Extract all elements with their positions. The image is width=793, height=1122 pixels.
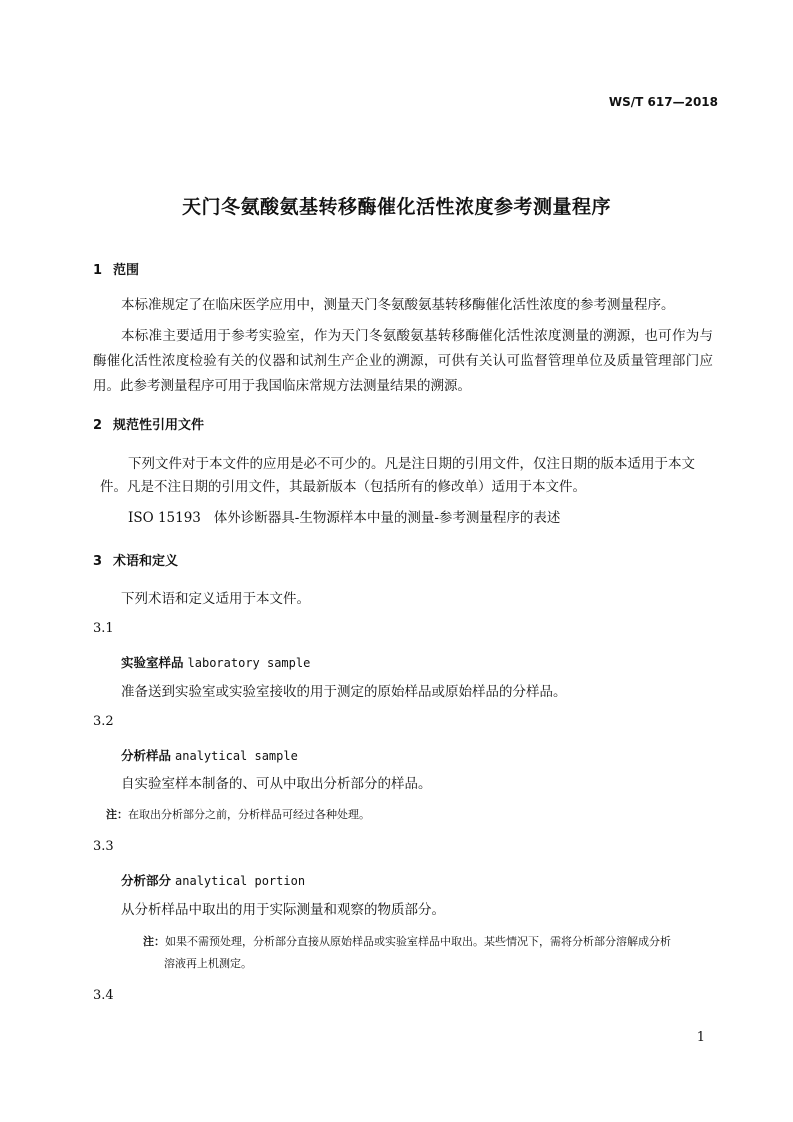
section-title: 规范性引用文件 <box>113 418 205 433</box>
term-entry <box>121 871 305 889</box>
note-text-line-1: 如果不需预处理，分析部分直接从原始样品或实验室样品中取出。某些情况下，需将分析部分溶解成分析 <box>165 935 671 948</box>
clause-number: 3.3 <box>93 839 114 854</box>
document-title: 天门冬氨酸氨基转移酶催化活性浓度参考测量程序 <box>181 196 611 218</box>
section-title: 范围 <box>113 263 140 278</box>
reference-item <box>128 506 560 531</box>
scope-paragraph-2: 本标准主要适用于参考实验室，作为天门冬氨酸氨基转移酶催化活性浓度测量的溯源，也可作为与酶催化活性浓度检验有关的仪器和试剂生产企业的溯源，可供有关认可监督管理单位及质量管理部门应用。此参考测量程序可用于我国临床常规方法测量结果的溯源。 <box>93 328 713 394</box>
refs-paragraph-line-2: 件。凡是不注日期的引用文件，其最新版本（包括所有的修改单）适用于本文件。 <box>100 479 586 495</box>
note-label: 注： <box>106 808 128 821</box>
reference-code: ISO 15193 <box>128 510 201 526</box>
note-text: 在取出分析部分之前，分析样品可经过各种处理。 <box>128 808 370 821</box>
clause-number: 3.2 <box>93 714 114 729</box>
section-number: 1 <box>93 263 103 278</box>
term-definition: 自实验室样本制备的、可从中取出分析部分的样品。 <box>121 776 432 792</box>
reference-title: 体外诊断器具-生物源样本中量的测量-参考测量程序的表述 <box>213 510 561 526</box>
section-title: 术语和定义 <box>113 554 179 569</box>
section-heading-scope <box>93 259 139 278</box>
term-entry <box>121 746 298 764</box>
term-note <box>143 931 671 953</box>
term-english: analytical portion <box>175 874 306 888</box>
section-number: 2 <box>93 418 103 433</box>
note-label: 注： <box>143 935 165 948</box>
term-english: laboratory sample <box>187 656 311 670</box>
section-heading-terms <box>93 550 178 569</box>
term-chinese: 实验室样品 <box>121 655 184 670</box>
clause-number: 3.1 <box>93 621 114 636</box>
term-chinese: 分析部分 <box>121 873 172 888</box>
term-entry <box>121 653 310 671</box>
term-english: analytical sample <box>175 749 298 763</box>
note-text-line-2: 溶液再上机测定。 <box>164 957 252 970</box>
page-number: 1 <box>696 1030 705 1045</box>
standard-code: WS/T 617—2018 <box>608 95 718 109</box>
scope-paragraph-1: 本标准规定了在临床医学应用中，测量天门冬氨酸氨基转移酶催化活性浓度的参考测量程序。 <box>121 297 675 313</box>
refs-paragraph-line-1: 下列文件对于本文件的应用是必不可少的。凡是注日期的引用文件，仅注日期的版本适用于本文 <box>128 456 695 472</box>
term-definition: 准备送到实验室或实验室接收的用于测定的原始样品或原始样品的分样品。 <box>121 684 567 700</box>
term-definition: 从分析样品中取出的用于实际测量和观察的物质部分。 <box>121 902 445 918</box>
section-number: 3 <box>93 554 103 569</box>
term-chinese: 分析样品 <box>121 748 172 763</box>
clause-number: 3.4 <box>93 988 114 1003</box>
section-heading-refs <box>93 414 204 433</box>
terms-intro: 下列术语和定义适用于本文件。 <box>121 591 310 607</box>
term-note <box>106 804 370 826</box>
